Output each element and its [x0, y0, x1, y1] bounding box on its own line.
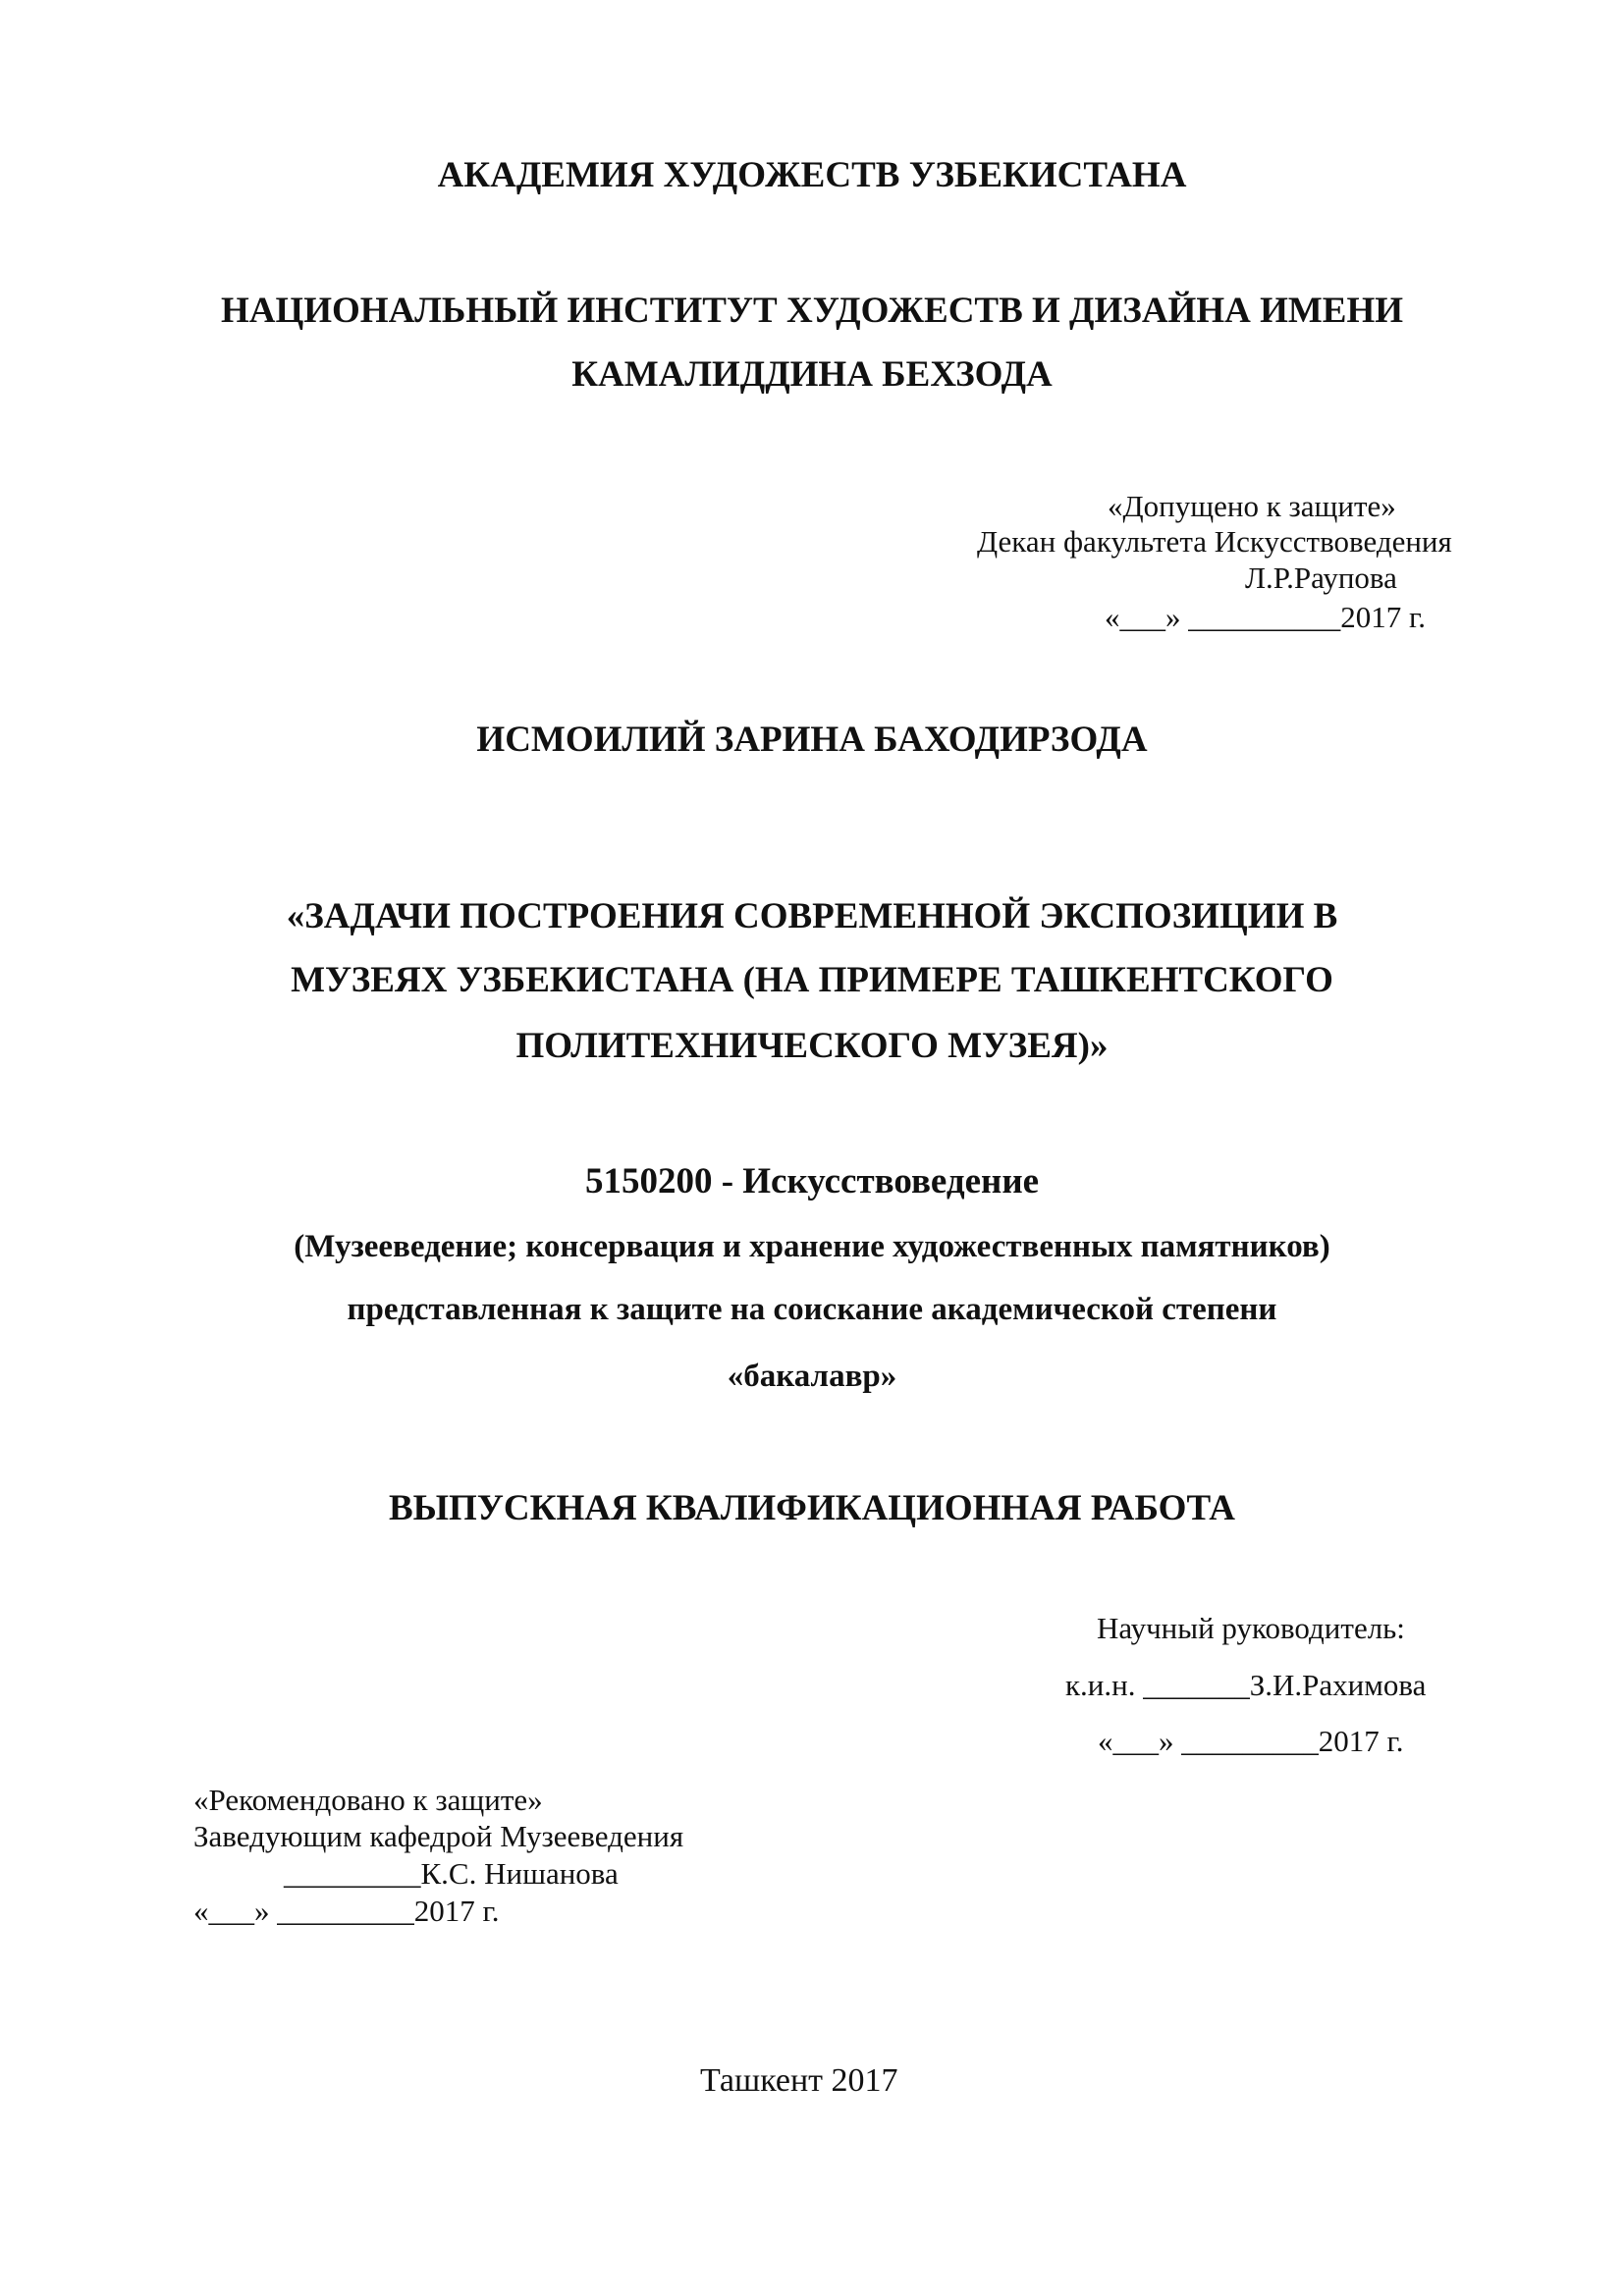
- thesis-title-line1: «ЗАДАЧИ ПОСТРОЕНИЯ СОВРЕМЕННОЙ ЭКСПОЗИЦИИ В: [286, 896, 1338, 936]
- supervisor-label: Научный руководитель:: [1097, 1611, 1405, 1645]
- recommendation-status: «Рекомендовано к защите»: [193, 1783, 543, 1817]
- supervisor-line: к.и.н. _______З.И.Рахимова: [1065, 1668, 1427, 1702]
- city-year: Ташкент 2017: [700, 2062, 898, 2099]
- specialty-detail: (Музееведение; консервация и хранение художественных памятников): [294, 1229, 1330, 1264]
- thesis-title-line3: ПОЛИТЕХНИЧЕСКОГО МУЗЕЯ)»: [515, 1026, 1109, 1066]
- work-type-heading: ВЫПУСКНАЯ КВАЛИФИКАЦИОННАЯ РАБОТА: [388, 1488, 1236, 1528]
- institute-heading-line2: КАМАЛИДДИНА БЕХЗОДА: [571, 354, 1053, 395]
- recommendation-date: «___» _________2017 г.: [193, 1894, 500, 1928]
- dean-approval-date: «___» __________2017 г.: [1105, 600, 1426, 634]
- department-head-position: Заведующим кафедрой Музееведения: [193, 1819, 684, 1853]
- author-name: ИСМОИЛИЙ ЗАРИНА БАХОДИРЗОДА: [476, 720, 1148, 760]
- dean-position: Декан факультета Искусствоведения: [977, 524, 1452, 559]
- dean-approval-status: «Допущено к защите»: [1108, 489, 1396, 523]
- supervisor-date: «___» _________2017 г.: [1098, 1724, 1404, 1758]
- department-head-name: _________К.С. Нишанова: [284, 1856, 619, 1891]
- specialty-code: 5150200 - Искусствоведение: [584, 1161, 1040, 1201]
- degree-line: представленная к защите на соискание академической степени: [347, 1292, 1277, 1327]
- academy-heading: АКАДЕМИЯ ХУДОЖЕСТВ УЗБЕКИСТАНА: [437, 155, 1187, 195]
- dean-name: Л.Р.Раупова: [1245, 561, 1397, 595]
- institute-heading-line1: НАЦИОНАЛЬНЫЙ ИНСТИТУТ ХУДОЖЕСТВ И ДИЗАЙНА ИМЕНИ: [220, 291, 1404, 331]
- degree-name: «бакалавр»: [727, 1359, 897, 1394]
- thesis-title-line2: МУЗЕЯХ УЗБЕКИСТАНА (НА ПРИМЕРЕ ТАШКЕНТСКОГО: [291, 960, 1333, 1000]
